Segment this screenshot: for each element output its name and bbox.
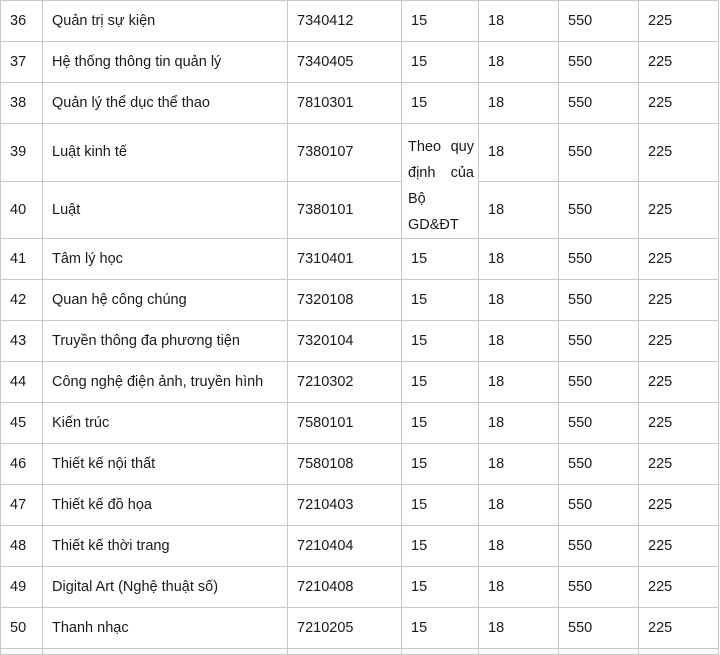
- note-word: Theo: [408, 139, 442, 155]
- cell-score-a: 15: [402, 362, 479, 403]
- cell-stt: 43: [1, 321, 43, 362]
- cell-major-code: 7210403: [288, 485, 402, 526]
- cell-major-name: Tâm lý học: [43, 239, 288, 280]
- cell-score-a: 15: [402, 485, 479, 526]
- note-word: định: [408, 165, 436, 181]
- cell-score-b: 18: [479, 124, 559, 182]
- cell-major-code: 7340412: [288, 1, 402, 42]
- cell-major-name: Luật kinh tế: [43, 124, 288, 182]
- cell-merged-note: [402, 124, 479, 239]
- cell-stt: 39: [1, 124, 43, 182]
- cell-score-d: 225: [639, 42, 719, 83]
- cell-score-d: 225: [639, 444, 719, 485]
- cell-major-code: 7380101: [288, 181, 402, 239]
- cell-major-name: Digital Art (Nghệ thuật số): [43, 567, 288, 608]
- cell-score-c: 550: [559, 321, 639, 362]
- cell-score-b: 18: [479, 280, 559, 321]
- table-row: [1, 280, 719, 321]
- cell-stt: 44: [1, 362, 43, 403]
- table-row: [1, 362, 719, 403]
- cell-score-c: 550: [559, 403, 639, 444]
- cell-major-code: 7210404: [288, 526, 402, 567]
- cell-major-code: 7210408: [288, 567, 402, 608]
- cell-score-d: 225: [639, 321, 719, 362]
- cell-score-c: 550: [559, 181, 639, 239]
- cell-score-b: 18: [479, 321, 559, 362]
- cell-score-c: 550: [559, 608, 639, 649]
- cell-stt: 47: [1, 485, 43, 526]
- cell-score-b: 18: [479, 608, 559, 649]
- table-row: [1, 608, 719, 649]
- table-row: [1, 239, 719, 280]
- cell-score-d: 225: [639, 567, 719, 608]
- cell-score-b: 18: [479, 444, 559, 485]
- cell-score-c: 550: [559, 83, 639, 124]
- cell-major-code: 7210302: [288, 362, 402, 403]
- table-body: [1, 1, 719, 655]
- cell-stt: 36: [1, 1, 43, 42]
- table-row-partial: [1, 649, 719, 655]
- cell-score-d: 225: [639, 362, 719, 403]
- cell-score-b: 18: [479, 526, 559, 567]
- cell-score-a: 15: [402, 567, 479, 608]
- cell-major-code: 7380107: [288, 124, 402, 182]
- cell-score-b: 18: [479, 42, 559, 83]
- cell-stt: 45: [1, 403, 43, 444]
- table-row: [1, 1, 719, 42]
- table-row: [1, 485, 719, 526]
- cell-major-code: 7310401: [288, 239, 402, 280]
- cell-score-c: 550: [559, 567, 639, 608]
- cell-score-d: 225: [639, 83, 719, 124]
- table-row: [1, 83, 719, 124]
- cell-major-name: Kiến trúc: [43, 403, 288, 444]
- cell-major-code: 7340405: [288, 42, 402, 83]
- cell-score-b: 18: [479, 83, 559, 124]
- cell-score-b: 18: [479, 567, 559, 608]
- cell-major-name: Hệ thống thông tin quản lý: [43, 42, 288, 83]
- cell-stt: 42: [1, 280, 43, 321]
- note-word: quy: [450, 139, 474, 155]
- cell-major-code: 7810301: [288, 83, 402, 124]
- cell-score-d: 225: [639, 608, 719, 649]
- note-line-1: [408, 134, 474, 160]
- cell-major-name: Thiết kế đồ họa: [43, 485, 288, 526]
- cell-score-d: 225: [639, 526, 719, 567]
- cell-score-b: 18: [479, 485, 559, 526]
- cell-stt: 41: [1, 239, 43, 280]
- cell-stt: 38: [1, 83, 43, 124]
- cell-major-name: Thanh nhạc: [43, 608, 288, 649]
- cell-major-code: 7210205: [288, 608, 402, 649]
- cell-stt: 46: [1, 444, 43, 485]
- table-row: [1, 444, 719, 485]
- cell-major-name: Luật: [43, 181, 288, 239]
- table-row: [1, 567, 719, 608]
- cell-stt: 40: [1, 181, 43, 239]
- cell-score-c: 550: [559, 239, 639, 280]
- table-row: [1, 181, 719, 239]
- table-row: [1, 124, 719, 182]
- cell-score-c: 550: [559, 1, 639, 42]
- cell-major-code: 7320104: [288, 321, 402, 362]
- cell-score-a: 15: [402, 526, 479, 567]
- table-row: [1, 42, 719, 83]
- cell-score-d: 225: [639, 239, 719, 280]
- cell-stt: 49: [1, 567, 43, 608]
- cell-score-a: 15: [402, 42, 479, 83]
- cell-score-d: 225: [639, 181, 719, 239]
- cell-stt: 48: [1, 526, 43, 567]
- cell-score-c: 550: [559, 485, 639, 526]
- cell-score-d: 225: [639, 280, 719, 321]
- cell-score-b: 18: [479, 181, 559, 239]
- table-row: [1, 403, 719, 444]
- note-word: của: [450, 165, 474, 181]
- cell-score-a: 15: [402, 1, 479, 42]
- cell-major-name: Truyền thông đa phương tiện: [43, 321, 288, 362]
- cell-score-b: 18: [479, 239, 559, 280]
- note-line-3: Bộ GD&ĐT: [408, 191, 459, 233]
- cell-score-c: 550: [559, 362, 639, 403]
- table-row: [1, 321, 719, 362]
- cell-score-d: 225: [639, 1, 719, 42]
- cell-score-a: 15: [402, 83, 479, 124]
- cell-score-a: 15: [402, 321, 479, 362]
- cell-major-name: Quản trị sự kiện: [43, 1, 288, 42]
- cell-score-b: 18: [479, 403, 559, 444]
- cell-score-d: 225: [639, 124, 719, 182]
- cell-score-c: 550: [559, 526, 639, 567]
- cell-major-name: Công nghệ điện ảnh, truyền hình: [43, 362, 288, 403]
- cell-score-c: 550: [559, 124, 639, 182]
- cell-stt: 50: [1, 608, 43, 649]
- cell-score-b: 18: [479, 362, 559, 403]
- cell-major-code: 7580108: [288, 444, 402, 485]
- cell-score-a: 15: [402, 280, 479, 321]
- cell-score-a: 15: [402, 608, 479, 649]
- cell-score-c: 550: [559, 42, 639, 83]
- table-row: [1, 526, 719, 567]
- cell-stt: 37: [1, 42, 43, 83]
- cell-score-c: 550: [559, 280, 639, 321]
- cell-major-name: Quản lý thể dục thể thao: [43, 83, 288, 124]
- cell-score-c: 550: [559, 444, 639, 485]
- cell-score-b: 18: [479, 1, 559, 42]
- cell-major-name: Quan hệ công chúng: [43, 280, 288, 321]
- cell-major-name: Thiết kế thời trang: [43, 526, 288, 567]
- cell-score-a: 15: [402, 239, 479, 280]
- cell-score-a: 15: [402, 403, 479, 444]
- cell-score-a: 15: [402, 444, 479, 485]
- cell-score-d: 225: [639, 403, 719, 444]
- cell-major-name: Thiết kế nội thất: [43, 444, 288, 485]
- cell-major-code: 7580101: [288, 403, 402, 444]
- cell-major-code: 7320108: [288, 280, 402, 321]
- cell-score-d: 225: [639, 485, 719, 526]
- note-line-2: [408, 160, 474, 186]
